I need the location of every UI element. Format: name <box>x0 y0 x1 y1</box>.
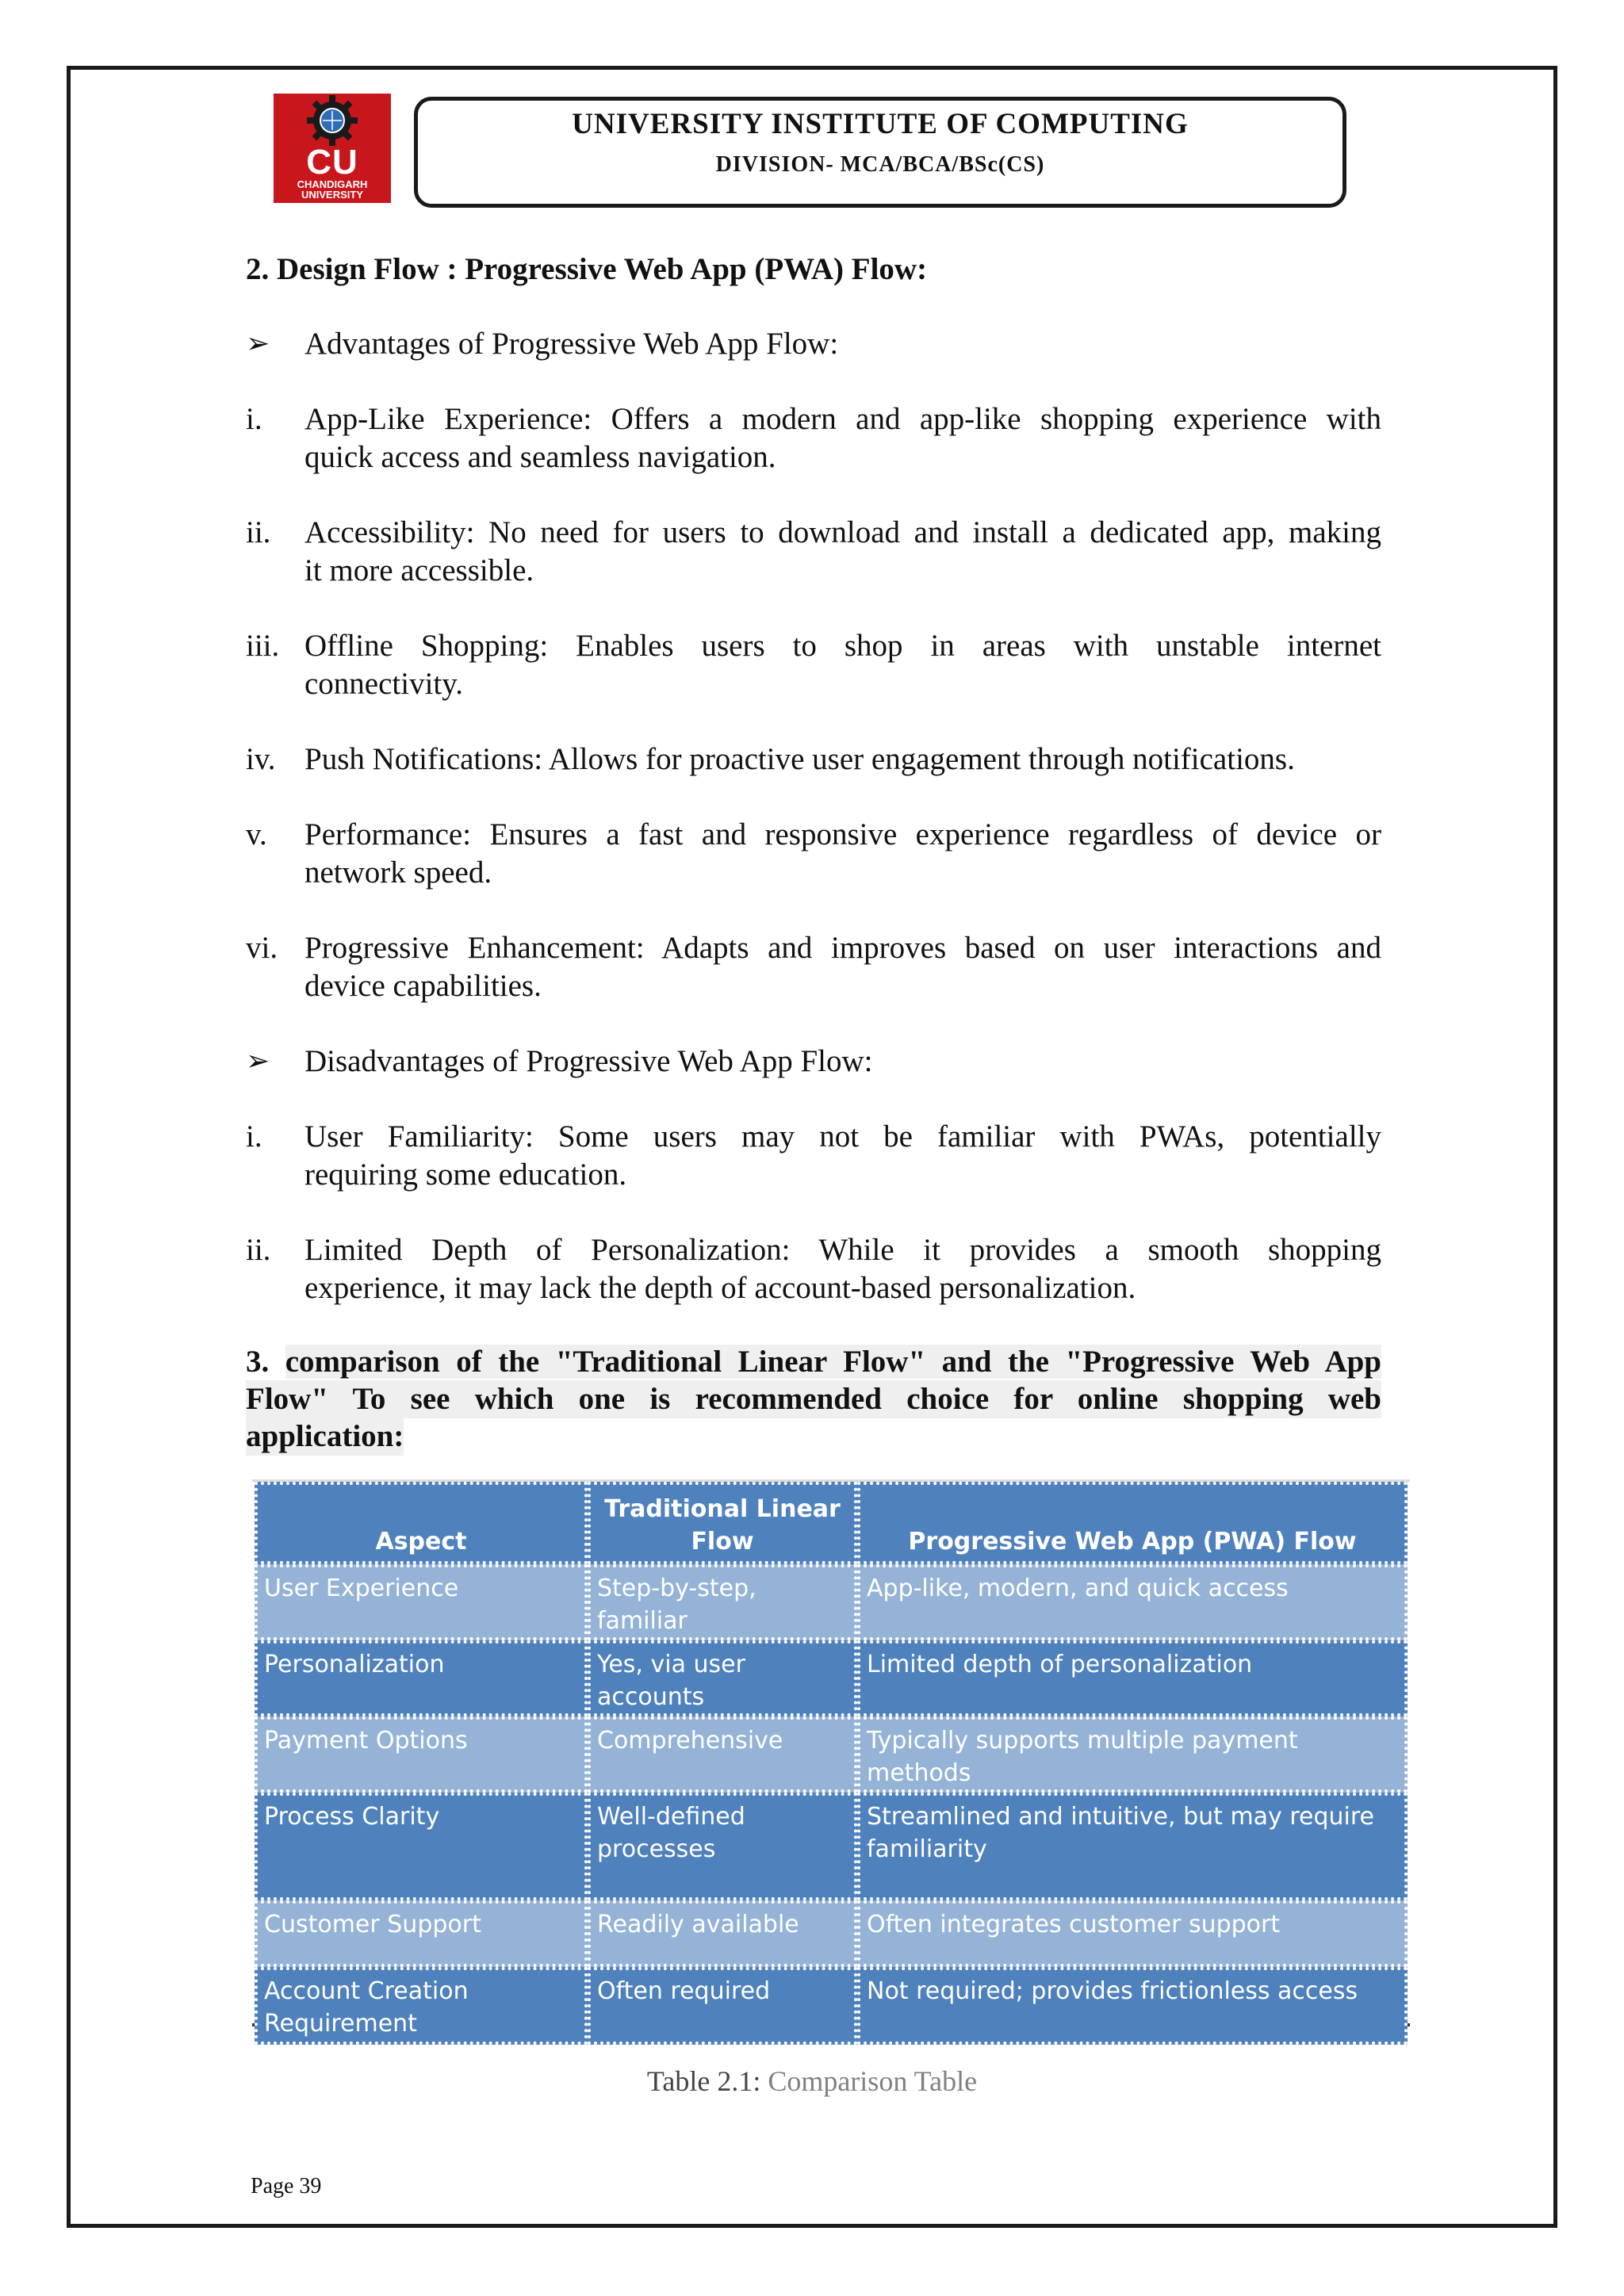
list-item-line: experience, it may lack the depth of account-based personalization. <box>304 1271 1136 1305</box>
table-cell: Payment Options <box>255 1716 588 1793</box>
header-pwa: Progressive Web App (PWA) Flow <box>857 1482 1408 1564</box>
table-cell: Account Creation Requirement <box>255 1967 588 2045</box>
header-banner <box>414 97 1346 208</box>
list-item-line: network speed. <box>304 855 492 890</box>
list-item-line: it more accessible. <box>304 553 534 587</box>
list-item-line: Limited Depth of Personalization: While it provides a smooth shopping <box>304 1233 1381 1267</box>
table-cell: App-like, modern, and quick access <box>857 1564 1408 1640</box>
list-number: iv. <box>246 742 276 776</box>
disadvantages-title: Disadvantages of Progressive Web App Flow: <box>304 1044 873 1078</box>
list-number: vi. <box>246 931 278 965</box>
list-number: ii. <box>246 515 271 549</box>
list-item-line: device capabilities. <box>304 969 542 1003</box>
comparison-heading-line-1 <box>246 1343 1381 1381</box>
table-cell: Well-defined processes <box>588 1793 857 1900</box>
list-item-line: User Familiarity: Some users may not be familiar with PWAs, potentially <box>304 1119 1381 1154</box>
list-item-line: quick access and seamless navigation. <box>304 440 776 474</box>
comparison-heading-text: comparison of the "Traditional Linear Flow" and the "Progressive Web App <box>285 1345 1381 1379</box>
table-row <box>255 1793 1408 1900</box>
logo-sub-1: CHANDIGARH <box>297 178 368 190</box>
list-item-line: Accessibility: No need for users to download and install a dedicated app, making <box>304 515 1381 549</box>
table-cell: Often required <box>588 1967 857 2045</box>
list-number: i. <box>246 1119 262 1154</box>
header-aspect: Aspect <box>255 1482 588 1564</box>
comparison-table <box>255 1482 1408 2045</box>
table-cell: Personalization <box>255 1640 588 1716</box>
table-row <box>255 1640 1408 1716</box>
division-title: DIVISION- MCA/BCA/BSc(CS) <box>715 152 1045 177</box>
table-cell: Customer Support <box>255 1900 588 1967</box>
table-row <box>255 1716 1408 1793</box>
caption-text: Comparison Table <box>768 2065 978 2097</box>
caption-label: Table 2.1: <box>646 2065 761 2097</box>
section-heading: 2. Design Flow : Progressive Web App (PWA) Flow: <box>246 252 928 286</box>
table-cell: User Experience <box>255 1564 588 1640</box>
arrow-bullet-icon: ➢ <box>246 327 270 360</box>
table-cell: Readily available <box>588 1900 857 1967</box>
list-number: v. <box>246 817 267 851</box>
table-cell: Step-by-step, familiar <box>588 1564 857 1640</box>
list-item-line: Performance: Ensures a fast and responsive experience regardless of device or <box>304 817 1381 851</box>
institute-title: UNIVERSITY INSTITUTE OF COMPUTING <box>572 108 1189 140</box>
table-cell: Yes, via user accounts <box>588 1640 857 1716</box>
logo-sub-2: UNIVERSITY <box>301 189 363 201</box>
table-row <box>255 1900 1408 1967</box>
list-item-line: requiring some education. <box>304 1158 627 1192</box>
table-cell: Process Clarity <box>255 1793 588 1900</box>
advantages-title: Advantages of Progressive Web App Flow: <box>304 327 839 361</box>
table-cell: Often integrates customer support <box>857 1900 1408 1967</box>
table-caption <box>0 2064 1624 2098</box>
table-cell: Streamlined and intuitive, but may require familiarity <box>857 1793 1408 1900</box>
list-item-line: connectivity. <box>304 667 463 701</box>
logo-emblem-icon <box>274 94 391 149</box>
arrow-bullet-icon: ➢ <box>246 1045 270 1077</box>
list-number: i. <box>246 402 262 436</box>
list-item-line: App-Like Experience: Offers a modern and app-like shopping experience with <box>304 402 1381 436</box>
list-item-line: Progressive Enhancement: Adapts and improves based on user interactions and <box>304 931 1381 965</box>
logo-cu-text: CU <box>306 143 358 182</box>
table-cell: Typically supports multiple payment methods <box>857 1716 1408 1793</box>
table-row <box>255 1564 1408 1640</box>
list-item-line: Offline Shopping: Enables users to shop in areas with unstable internet <box>304 629 1381 663</box>
table-cell: Limited depth of personalization <box>857 1640 1408 1716</box>
header-traditional: Traditional Linear Flow <box>588 1482 857 1564</box>
comparison-heading-line-2: Flow" To see which one is recommended choice for online shopping web <box>246 1380 1381 1418</box>
table-cell: Not required; provides frictionless access <box>857 1967 1408 2045</box>
university-logo <box>274 94 391 203</box>
list-number: ii. <box>246 1233 271 1267</box>
list-item-line: Push Notifications: Allows for proactive user engagement through notifications. <box>304 742 1295 776</box>
page-number: Page 39 <box>251 2174 322 2198</box>
section-number: 3. <box>246 1345 270 1379</box>
table-cell: Comprehensive <box>588 1716 857 1793</box>
table-row <box>255 1967 1408 2045</box>
table-header-row <box>255 1482 1408 1564</box>
comparison-heading-line-3: application: <box>246 1418 404 1456</box>
list-number: iii. <box>246 629 280 663</box>
